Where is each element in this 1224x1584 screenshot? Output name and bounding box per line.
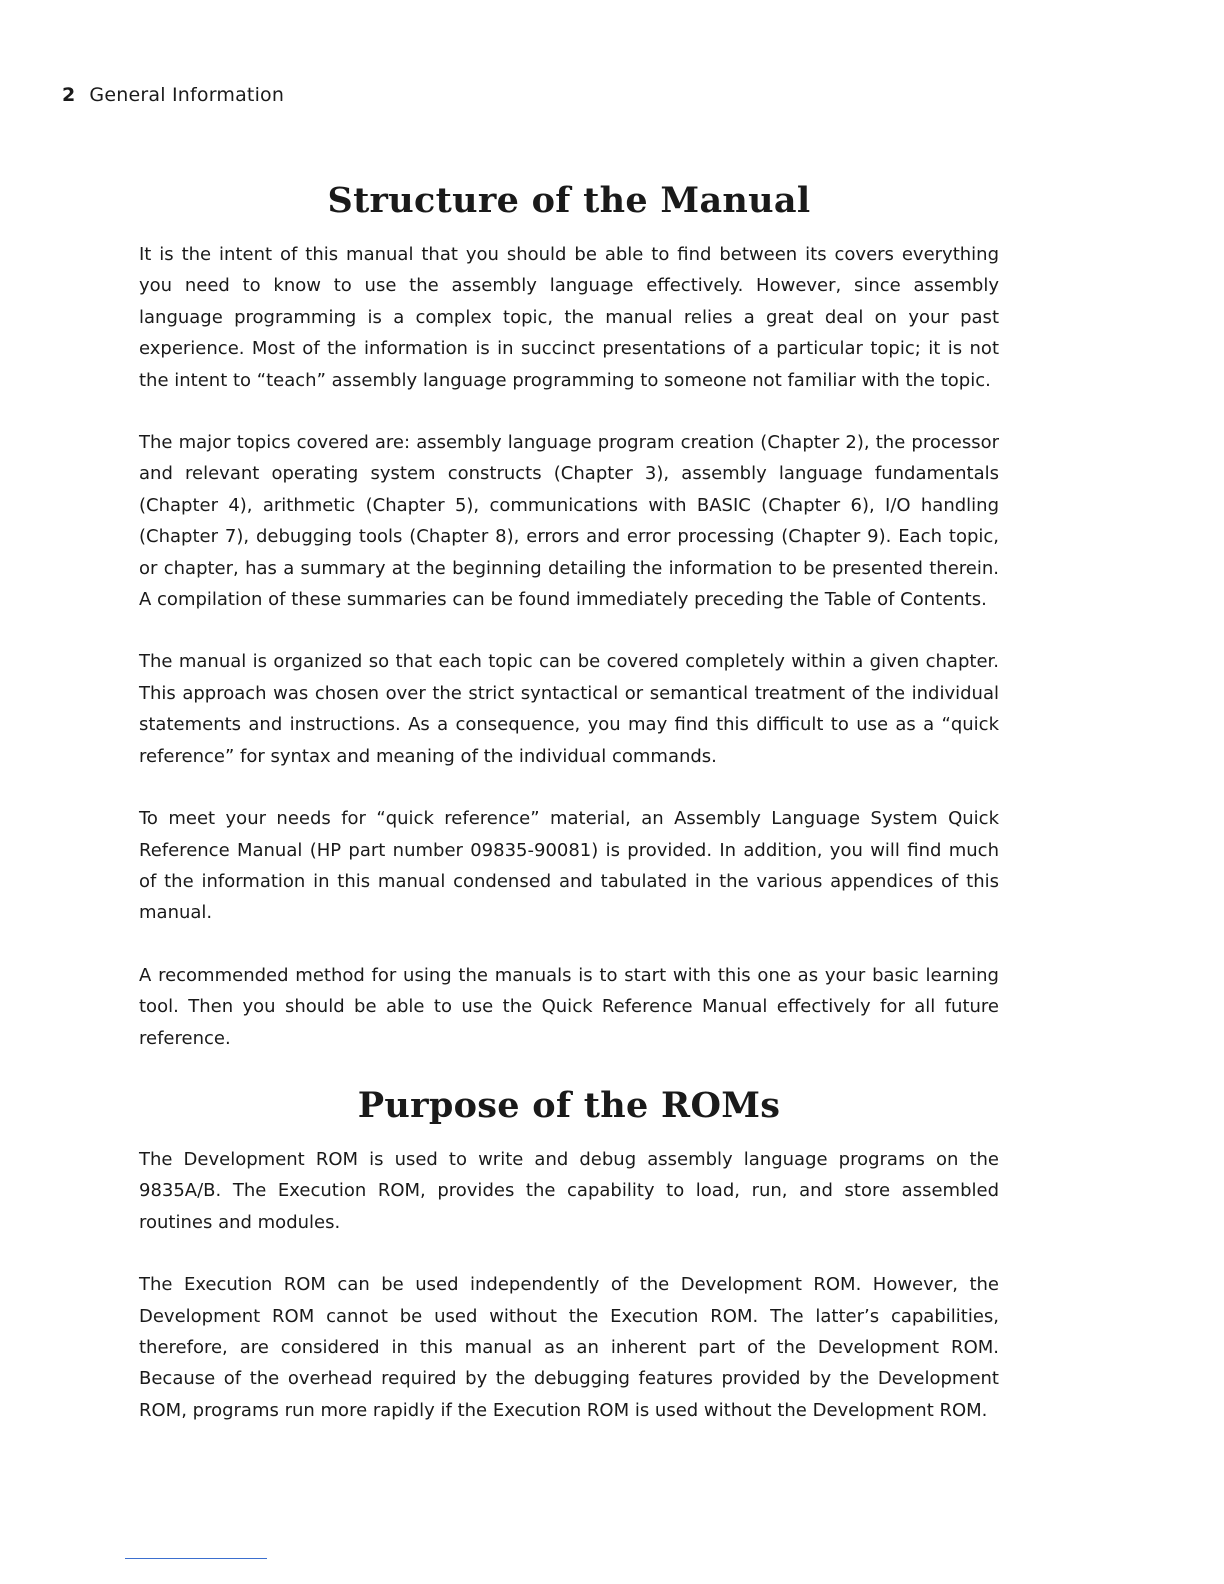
running-head-section: General Information — [89, 84, 285, 106]
page-number: 2 — [62, 84, 76, 106]
page-body — [139, 180, 999, 1457]
paragraph: The major topics covered are: assembly language program creation (Chapter 2), the processor and relevant operating system constructs (Chapter 3), assembly language fundamentals (Chapter 4), arithmetic (Chapter 5), communications with BASIC (Chapter 6), I/O handling (Chapter 7), debugging tools (Chapter 8), errors and error processing (Chapter 9). Each topic, or chapter, has a summary at the beginning detailing the information to be presented therein. A compilation of these summaries can be found immediately preceding the Table of Contents. — [139, 432, 999, 611]
section-heading-structure: Structure of the Manual — [327, 180, 811, 221]
paragraph: A recommended method for using the manuals is to start with this one as your basic learning tool. Then you should be able to use the Quick Reference Manual effectively for all future reference. — [139, 964, 999, 1049]
paragraph: The Development ROM is used to write and debug assembly language programs on the 9835A/B. The Execution ROM, provides the capability to load, run, and store assembled routines and modules. — [139, 1148, 999, 1233]
paragraph: The Execution ROM can be used independently of the Development ROM. However, the Development ROM cannot be used without the Execution ROM. The latter’s capabilities, therefore, are considered in this manual as an inherent part of the Development ROM. Because of the overhead required by the debugging features provided by the Development ROM, programs run more rapidly if the Execution ROM is used without the Development ROM. — [139, 1274, 999, 1421]
paragraph: It is the intent of this manual that you should be able to find between its covers everything you need to know to use the assembly language effectively. However, since assembly language programming is a complex topic, the manual relies a great deal on your past experience. Most of the information is in succinct presentations of a particular topic; it is not the intent to “teach” assembly language programming to someone not familiar with the topic. — [139, 244, 999, 391]
running-head — [62, 84, 284, 106]
section-heading-purpose: Purpose of the ROMs — [357, 1084, 781, 1126]
scan-artifact-line — [125, 1558, 267, 1559]
paragraph: The manual is organized so that each topic can be covered completely within a given chapter. This approach was chosen over the strict syntactical or semantical treatment of the individual statements and instructions. As a consequence, you may find this difficult to use as a “quick reference” for syntax and meaning of the individual commands. — [139, 651, 999, 767]
paragraph: To meet your needs for “quick reference” material, an Assembly Language System Quick Reference Manual (HP part number 09835-90081) is provided. In addition, you will find much of the information in this manual condensed and tabulated in the various appendices of this manual. — [139, 808, 999, 924]
